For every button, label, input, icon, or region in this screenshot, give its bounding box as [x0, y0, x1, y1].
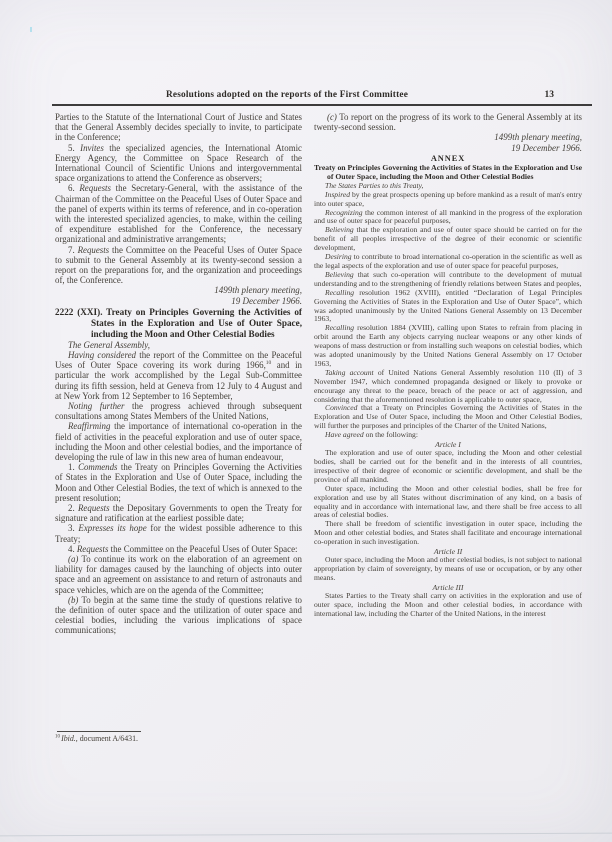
operative-paragraph-3: [55, 523, 302, 543]
text-segment: ANNEX: [430, 154, 466, 163]
text-segment: Requests: [79, 183, 111, 194]
text-segment: 10: [55, 734, 62, 740]
text-segment: Have agreed: [325, 430, 364, 440]
text-segment: 2.: [68, 503, 79, 514]
text-segment: Recalling: [325, 323, 355, 333]
text-segment: (b): [68, 594, 79, 605]
text-segment: To continue its work on the elaboration of an agreement on liability for damages caused by the launching of objects into outer space and an agreement on assistance to and return of astronauts and space vehicles, which are on the agenda of the Committee;: [55, 554, 302, 595]
annex-preamble-recognizing: [314, 209, 582, 227]
preamble-reaffirming: [55, 421, 302, 462]
text-segment: 1.: [68, 462, 79, 473]
text-segment: Desiring: [325, 252, 352, 262]
text-segment: Article I: [435, 440, 461, 450]
text-segment: 7.: [68, 244, 78, 255]
text-segment: To begin at the same time the study of questions relative to the definition of outer space and the utilization of outer space and celestial bodies, including the various implications of space communications;: [55, 594, 302, 636]
article-1-paragraph-2: [314, 485, 582, 521]
annex-preamble-believing-2: [314, 271, 582, 289]
text-segment: to contribute to broad international co-operation in the scientific as well as the legal aspects of the exploration and use of outer space for peaceful purposes,: [314, 252, 582, 270]
text-segment: the Secretary-General, with the assistance of the Chairman of the Committee on the Peaceful Uses of Outer Space and the panel of experts within its terms of reference, and in co-operation with the interested specialized agencies, to make, within the ceiling of expenditure established for the Conference, the necessary organizational and administrative arrangements;: [55, 183, 303, 245]
operative-paragraph-2: [55, 503, 302, 523]
operative-paragraph-6: [55, 183, 302, 244]
text-segment: Reaffirming: [68, 421, 111, 432]
page-number: 13: [544, 90, 554, 100]
text-segment: that the exploration and use of outer space should be carried on for the benefit of all peoples irrespective of the degree of their economic or scientific development,: [314, 225, 582, 253]
text-segment: Article II: [433, 547, 463, 557]
text-segment: To report on the progress of its work to the General Assembly at its twenty-second session.: [314, 112, 582, 133]
text-segment: Recognizing: [325, 207, 363, 217]
article-1-paragraph-1: [314, 449, 582, 485]
text-segment: 1499th plenary meeting,: [494, 132, 582, 143]
footnote: [55, 731, 302, 744]
text-segment: Parties to the Statute of the International Court of Justice and States that the General Assembly decides specially to invite, to participate in the Conference;: [55, 112, 302, 143]
meeting-signature: [55, 285, 302, 307]
text-segment: The States Parties to this Treaty,: [325, 180, 424, 190]
text-segment: The exploration and use of outer space, including the Moon and other celestial bodies, shall be carried out for the benefit and in the interests of all countries, irrespective of their degree of economic or scientific development, and shall be the province of all mankind.: [314, 448, 582, 484]
text-segment: 10: [265, 360, 272, 367]
left-column: [55, 112, 302, 636]
text-segment: of United Nations General Assembly resolution 110 (II) of 3 November 1947, which condemned propaganda designed or likely to provoke or encourage any threat to the peace, breach of the peace or act of aggression, and considering that the aforementioned resolution is applicable to outer space,: [314, 367, 582, 404]
text-segment: (c): [327, 112, 337, 122]
text-segment: Inspired: [325, 189, 351, 199]
annex-preamble-recalling-1884: [314, 324, 582, 369]
annex-preamble-believing-1: [314, 226, 582, 253]
annex-preamble-inspired: [314, 191, 582, 209]
text-segment: 6.: [68, 183, 80, 194]
subparagraph-c: [314, 112, 582, 132]
page-edge-line: [0, 833, 612, 837]
text-segment: Invites: [80, 142, 104, 153]
annex-treaty-title: [314, 163, 582, 182]
text-segment: on the following:: [363, 430, 418, 440]
text-segment: that such co-operation will contribute to the development of mutual understanding and to the strengthening of friendly relations between States and peoples,: [314, 269, 582, 288]
operative-paragraph-4: [55, 544, 302, 554]
text-segment: the report of the Committee on the Peaceful Uses of Outer Space covering its work during 1966,: [55, 349, 302, 371]
text-segment: that a Treaty on Principles Governing the Activities of States in the Exploration and Use of Outer Space, including the Moon and Other Celestial Bodies, will further the purposes and principles of the Charter of the United Nations,: [314, 403, 582, 431]
text-segment: the Committee on the Peaceful Uses of Outer Space:: [108, 543, 298, 554]
operative-paragraph-5: [55, 143, 302, 184]
resolution-heading: [55, 307, 302, 340]
annex-preamble-taking-account: [314, 369, 582, 405]
annex-have-agreed: [314, 431, 582, 440]
article-1-paragraph-3: [314, 520, 582, 547]
meeting-signature: [314, 132, 582, 154]
text-segment: Recalling: [325, 287, 355, 297]
text-segment: Convinced: [325, 403, 358, 413]
text-segment: Having considered: [68, 349, 136, 360]
text-segment: the Depositary Governments to open the Treaty for signature and ratification at the earliest possible date;: [55, 503, 302, 524]
scan-artifact-speck: [30, 27, 32, 32]
text-segment: Believing: [325, 269, 354, 279]
right-column: [314, 112, 582, 619]
text-segment: for the widest possible adherence to this Treaty;: [55, 523, 302, 544]
continuation-paragraph: [55, 112, 302, 143]
text-segment: 19 December 1966.: [511, 143, 582, 154]
article-3-paragraph: [314, 592, 582, 619]
preamble-noting-further: [55, 401, 302, 421]
text-segment: States Parties to the Treaty shall carry on activities in the exploration and use of outer space, including the Moon and other celestial bodies, in accordance with international law, including the Charter of the United Nations, in the interest: [314, 590, 582, 618]
annex-heading: [314, 154, 582, 163]
text-segment: The General Assembly,: [68, 339, 150, 350]
text-segment: the common interest of all mankind in the progress of the exploration and use of outer space for peaceful purposes,: [314, 207, 582, 226]
text-segment: Outer space, including the Moon and other celestial bodies, is not subject to national appropriation by claim of sovereignty, by means of use or occupation, or by any other means.: [314, 555, 582, 582]
running-header-title: Resolutions adopted on the reports of the First Committee: [165, 90, 409, 100]
operative-paragraph-7: [55, 245, 302, 286]
text-segment: Taking account: [325, 367, 374, 377]
text-segment: the Committee on the Peaceful Uses of Outer Space to submit to the General Assembly at its twenty-second session a report on the preparations for, and the organization and proceedings of, the Conference.: [55, 244, 302, 286]
subparagraph-b: [55, 595, 302, 636]
text-segment: 3.: [68, 523, 79, 534]
text-segment: Requests: [78, 503, 110, 514]
text-segment: 5.: [68, 142, 81, 153]
text-segment: Requests: [77, 244, 110, 255]
text-segment: Ibid.: [61, 734, 76, 743]
text-segment: the importance of international co-operation in the field of activities in the peaceful exploration and use of outer space, including the Moon and other celestial bodies, and the importance of developing the rule of law in this new area of human endeavour,: [55, 421, 302, 462]
text-segment: the specialized agencies, the International Atomic Energy Agency, the Committee on Space Research of the International Council of Scientific Unions and intergovernmental space organizations to attend the Conference as observers;: [55, 142, 302, 184]
text-segment: 1499th plenary meeting,: [214, 285, 302, 296]
text-segment: Noting further: [68, 400, 125, 411]
text-segment: Believing: [325, 225, 354, 235]
text-segment: (a): [68, 554, 79, 565]
preamble-having-considered: [55, 350, 302, 401]
text-segment: Article III: [432, 582, 464, 592]
text-segment: There shall be freedom of scientific investigation in outer space, including the Moon and other celestial bodies, and States shall facilitate and encourage international co-operation in such investigation.: [314, 519, 582, 547]
preamble-general-assembly: [55, 340, 302, 350]
text-segment: Outer space, including the Moon and other celestial bodies, shall be free for exploration and use by all States without discrimination of any kind, on a basis of equality and in accordance with international law, and there shall be free access to all areas of celestial bodies.: [314, 483, 582, 520]
article-2-paragraph: [314, 556, 582, 583]
text-segment: 2222 (XXI). Treaty on Principles Governing the Activities of States in the Exploration and Use of Outer Space, including the Moon and Other Celestial Bodies: [55, 307, 302, 339]
annex-preamble-recalling-1962: [314, 289, 582, 325]
text-segment: , document A/6431.: [75, 734, 139, 743]
text-segment: by the great prospects opening up before mankind as a result of man's entry into outer space,: [314, 189, 582, 208]
text-segment: 4.: [68, 543, 77, 554]
text-segment: resolution 1884 (XVIII), calling upon States to refrain from placing in orbit around the Earth any objects carrying nuclear weapons or any other kinds of weapons of mass destruction or from installing such weapons on celestial bodies, which was adopted unanimously by the United Nations General Assembly on 17 October 1963,: [314, 323, 582, 368]
text-segment: Expresses its hope: [78, 523, 147, 534]
text-segment: resolution 1962 (XVIII), entitled “Declaration of Legal Principles Governing the Activities of States in the Exploration and Use of Outer Space”, which was adopted unanimously by the United Nations General Assembly on 13 December 1963,: [314, 287, 582, 324]
text-segment: and in particular the work accomplished by the Legal Sub-Committee during its fifth session, held at Geneva from 12 July to 4 August and at New York from 12 September to 16 September,: [55, 360, 302, 401]
text-segment: Treaty on Principles Governing the Activities of States in the Exploration and Use of Outer Space, including the Moon and Other Celestial Bodies: [314, 163, 582, 182]
text-segment: Commends: [78, 462, 118, 473]
subparagraph-a: [55, 554, 302, 595]
annex-preamble-convinced: [314, 404, 582, 431]
operative-paragraph-1: [55, 462, 302, 503]
text-segment: the Treaty on Principles Governing the Activities of States in the Exploration and Use of Outer Space, including the Moon and Other Celestial Bodies, the text of which is annexed to the present resolution;: [55, 462, 303, 503]
text-segment: the progress achieved through subsequent consultations among States Members of the United Nations,: [55, 400, 302, 422]
header-rule: [52, 104, 592, 106]
annex-preamble-desiring: [314, 253, 582, 271]
text-segment: Requests: [76, 543, 109, 554]
text-segment: 19 December 1966.: [231, 296, 302, 307]
